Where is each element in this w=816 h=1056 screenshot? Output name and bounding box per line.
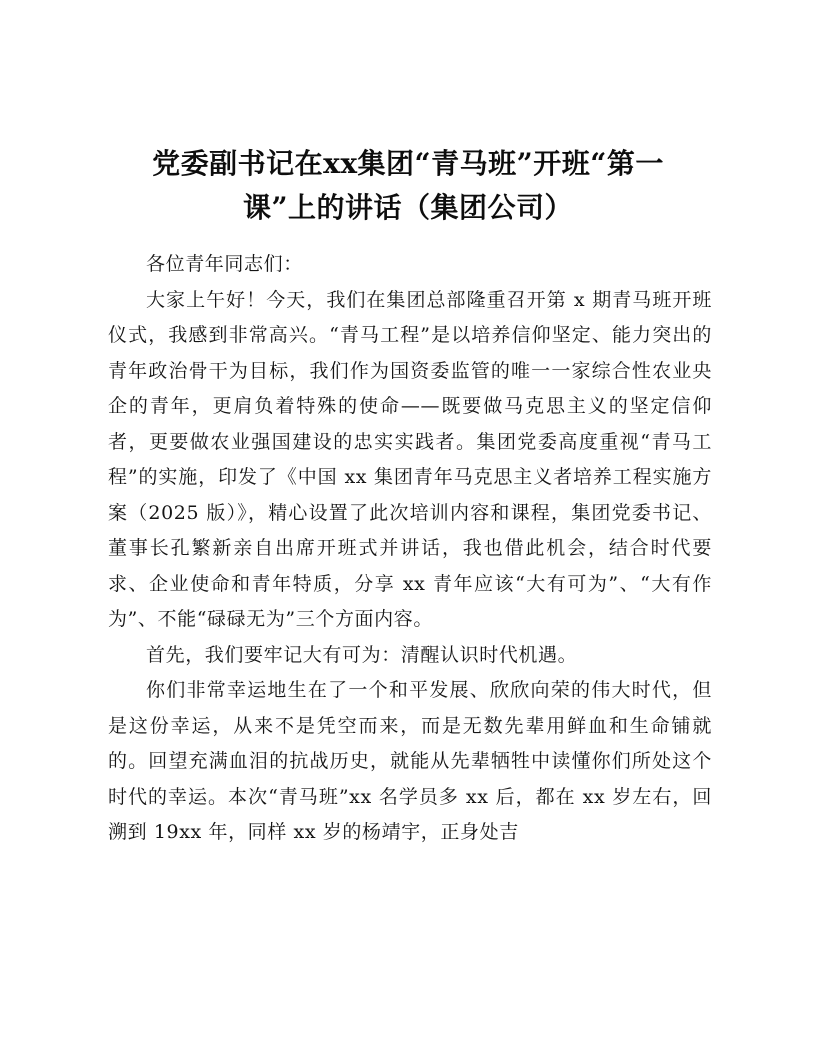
document-title bbox=[104, 142, 712, 230]
history-paragraph: 你们非常幸运地生在了一个和平发展、欣欣向荣的伟大时代，但是这份幸运，从来不是凭空而来，而是无数先辈用鲜血和生命铺就的。回望充满血泪的抗战历史，就能从先辈牺牲中读懂你们所处这个时代的幸运。本次“青马班”xx 名学员多 xx 后，都在 xx 岁左右，回溯到 19xx 年，同样 xx 岁的杨靖宇，正身处吉 bbox=[108, 679, 712, 843]
title-line-2: 课”上的讲话（集团公司） bbox=[242, 191, 574, 224]
salutation-paragraph: 各位青年同志们： bbox=[146, 253, 303, 275]
document-body bbox=[108, 247, 712, 851]
opening-paragraph: 大家上午好！今天，我们在集团总部隆重召开第 x 期青马班开班仪式，我感到非常高兴。“青马工程”是以培养信仰坚定、能力突出的青年政治骨干为目标，我们作为国资委监管的唯一一家综合性农业央企的青年，更肩负着特殊的使命——既要做马克思主义的坚定信仰者，更要做农业强国建设的忠实实践者。集团党委高度重视“青马工程”的实施，印发了《中国 xx 集团青年马克思主义者培养工程实施方案（2025 版）》，精心设置了此次培训内容和课程，集团党委书记、董事长孔繁新亲自出席开班式并讲话，我也借此机会，结合时代要求、企业使命和青年特质，分享 xx 青年应该“大有可为”、“大有作为”、不能“碌碌无为”三个方面内容。 bbox=[108, 288, 712, 630]
section-heading-paragraph: 首先，我们要牢记大有可为：清醒认识时代机遇。 bbox=[146, 643, 578, 666]
title-line-1: 党委副书记在xx集团“青马班”开班“第一 bbox=[152, 147, 664, 180]
